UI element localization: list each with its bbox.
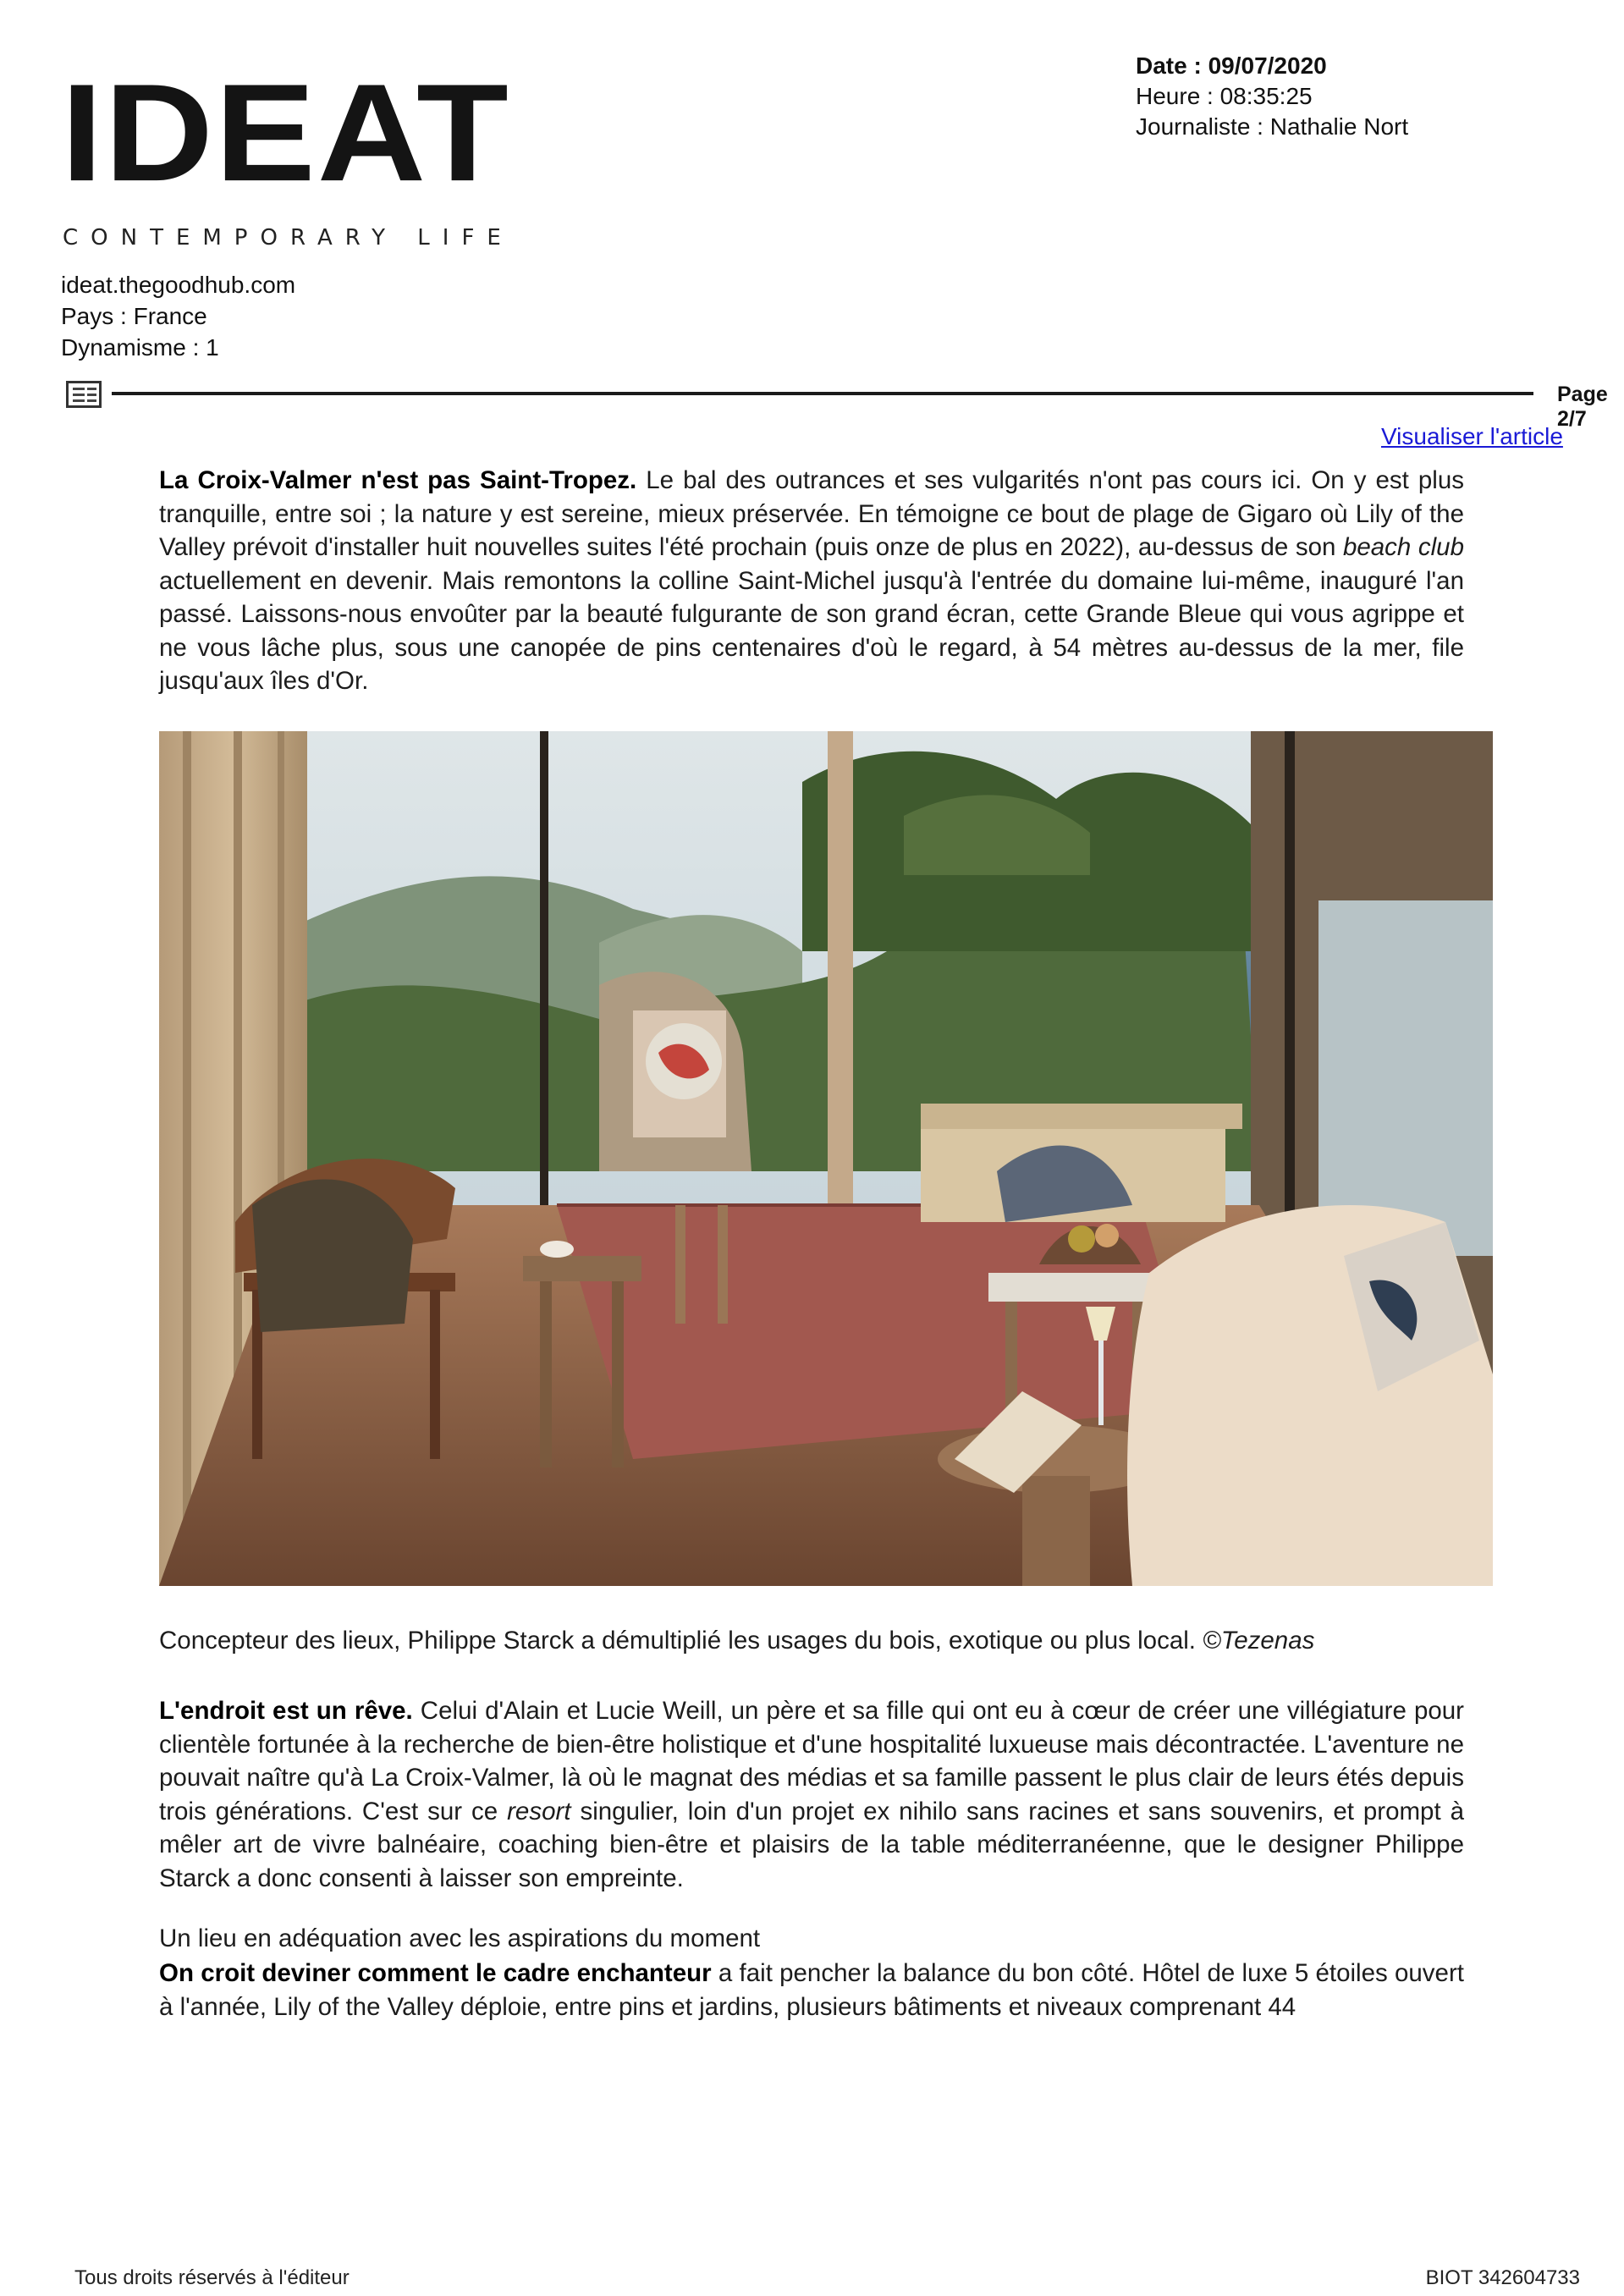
- page-number: Page 2/7: [1557, 383, 1608, 431]
- article-icon: [66, 381, 102, 408]
- em-beach-club: beach club: [1342, 533, 1464, 561]
- subheading: Un lieu en adéquation avec les aspirations du moment: [159, 1924, 761, 1952]
- view-article-link[interactable]: Visualiser l'article: [1381, 423, 1563, 449]
- paragraph-3: On croit deviner comment le cadre enchanteur a fait pencher la balance du bon côté. Hôtel de luxe 5 étoiles ouvert à l'année, Lily of the Valley déploie, entre pins et jardins, plusieurs bâtiments et niveaux comprenant 44: [159, 1959, 1464, 2021]
- paragraph-2-lead: L'endroit est un rêve.: [159, 1697, 413, 1725]
- country-line: Pays : France: [61, 303, 207, 329]
- publication-logo: [61, 55, 514, 251]
- em-resort: resort: [507, 1797, 571, 1825]
- paragraph-2: L'endroit est un rêve. Celui d'Alain et Lucie Weill, un père et sa fille qui ont eu à cœur de créer une villégiature pour clientèle fortunée à la recherche de bien-être holistique et d'une hospitalité luxueuse mais décontractée. L'aventure ne pouvait naître qu'à La Croix-Valmer, là où le magnat des médias et sa famille passent le plus clair de leurs étés depuis trois générations. C'est sur ce resort singulier, loin d'un projet ex nihilo sans racines et sans souvenirs, et prompt à mêler art de vivre balnéaire, coaching bien-être et plaisirs de la table méditerranéenne, que le designer Philippe Starck a donc consenti à laisser son empreinte.: [159, 1697, 1464, 1892]
- date-line: Date : 09/07/2020: [1136, 52, 1327, 79]
- paragraph-3-lead: On croit deviner comment le cadre enchanteur: [159, 1959, 712, 1987]
- photo-credit: ©Tezenas: [1203, 1627, 1315, 1655]
- footer-reference: BIOT 342604733: [1425, 2266, 1580, 2289]
- header-divider: [112, 392, 1533, 395]
- paragraph-1: La Croix-Valmer n'est pas Saint-Tropez. Le bal des outrances et ses vulgarités n'ont pas cours ici. On y est plus tranquille, entre soi ; la nature y est sereine, mieux préservée. En témoigne ce bout de plage de Gigaro où Lily of the Valley prévoit d'installer huit nouvelles suites l'été prochain (puis onze de plus en 2022), au-dessus de son beach club actuellement en devenir. Mais remontons la colline Saint-Michel jusqu'à l'entrée du domaine lui-même, inauguré l'an passé. Laissons-nous envoûter par la beauté fulgurante de son grand écran, cette Grande Bleue qui vous agrippe et ne vous lâche plus, sous une canopée de pins centenaires d'où le regard, à 54 mètres au-dessus de la mer, file jusqu'aux îles d'Or.: [159, 466, 1464, 695]
- logo-wordmark: IDEAT: [61, 55, 510, 211]
- logo-tagline: CONTEMPORARY LIFE: [63, 225, 514, 251]
- header-rule-row: [63, 381, 1608, 431]
- site-url: ideat.thegoodhub.com: [61, 272, 296, 298]
- dynamism-line: Dynamisme : 1: [61, 334, 219, 361]
- article-photo: [159, 731, 1493, 1586]
- paragraph-1-lead: La Croix-Valmer n'est pas Saint-Tropez.: [159, 466, 637, 494]
- photo-caption: Concepteur des lieux, Philippe Starck a démultiplié les usages du bois, exotique ou plus local. ©Tezenas: [159, 1627, 1315, 1655]
- time-line: Heure : 08:35:25: [1136, 83, 1313, 109]
- footer-rights: Tous droits réservés à l'éditeur: [74, 2266, 350, 2289]
- clipping-meta: [1136, 51, 1408, 142]
- journalist-line: Journaliste : Nathalie Nort: [1136, 113, 1409, 140]
- source-meta: [61, 269, 295, 363]
